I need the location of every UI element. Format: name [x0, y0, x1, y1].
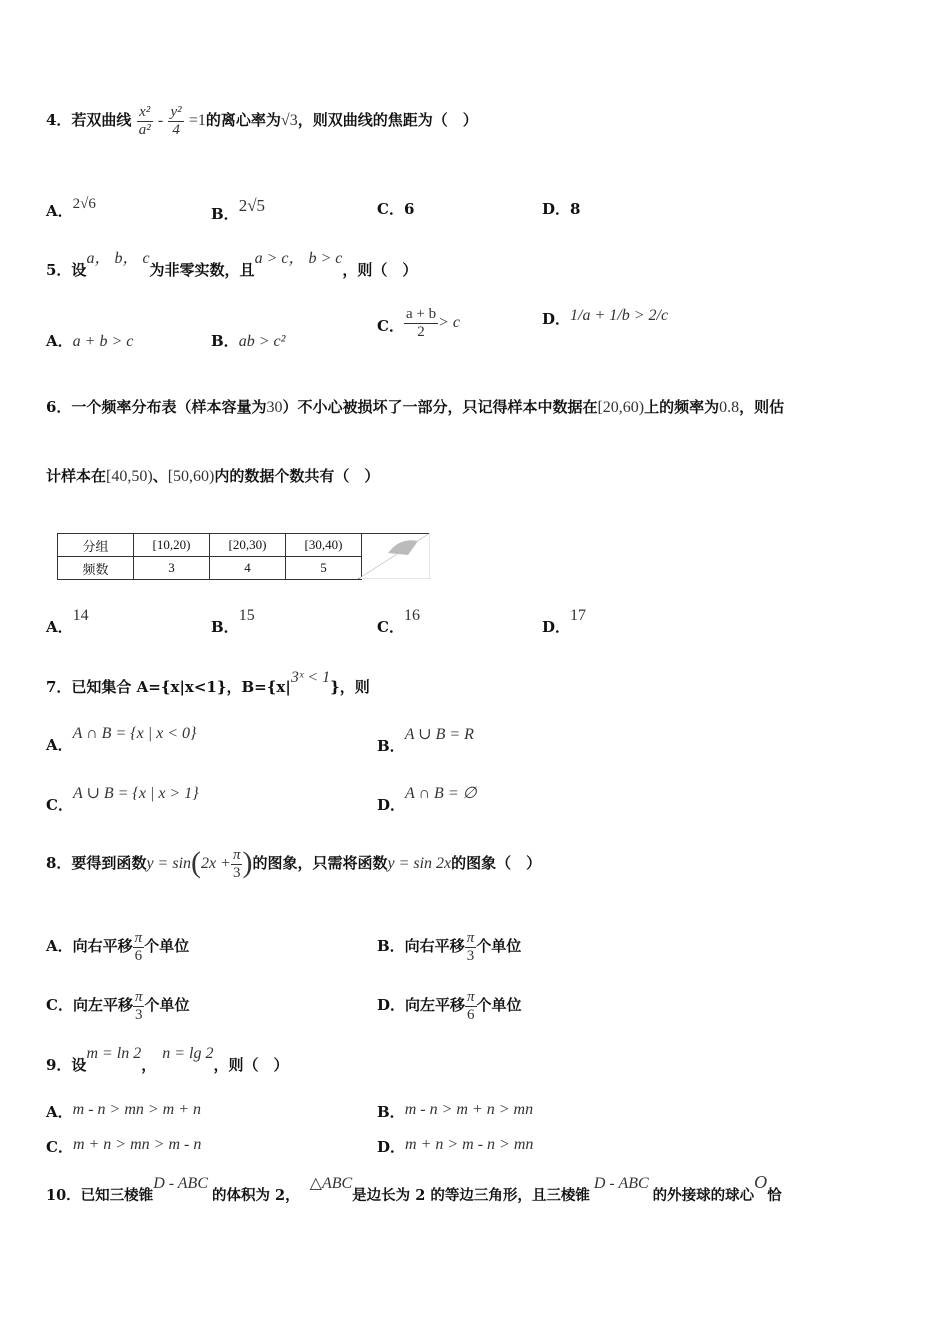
q4-stem: 4．若双曲线: [46, 111, 132, 129]
table-cell: 分组: [58, 534, 134, 557]
frequency-table: [57, 533, 362, 580]
table-cell: 5: [286, 557, 362, 580]
q7-option-a[interactable]: A．A ∩ B = {x | x < 0}: [46, 725, 197, 754]
q8-option-c[interactable]: C．向左平移 $\frac{\pi}{3}$ 个单位: [46, 989, 190, 1023]
q6-option-d[interactable]: D．17: [542, 607, 587, 636]
table-cell: [20,30): [210, 534, 286, 557]
question-10: 10．已知三棱锥D - ABC的体积为 2，△ABC是边长为 2 的等边三角形，且三棱锥D - ABC的外接球的球心O恰: [46, 1172, 782, 1204]
q5-option-d[interactable]: D．1/a + 1/b > 2/c: [542, 307, 669, 328]
q7-option-d[interactable]: D．A ∩ B = ∅: [377, 785, 477, 814]
q5-vars: a， b， c: [86, 250, 150, 267]
q5-option-a[interactable]: A．a + b > c: [46, 332, 134, 350]
table-cell: 4: [210, 557, 286, 580]
question-5: 5．设a， b， c为非零实数，且a > c， b > c，则（ ）: [46, 250, 418, 279]
question-7: 7．已知集合 A={x|x<1}，B={x|3ˣ < 1}，则: [46, 669, 370, 696]
table-cell: 频数: [58, 557, 134, 580]
q4-minus: -: [157, 112, 164, 129]
question-8: 8．要得到函数y = sin(2x + $\frac{\pi}{3}$ )的图象，只需将函数y = sin 2x的图象（ ）: [46, 846, 542, 881]
q6-option-a[interactable]: A．14: [46, 607, 89, 636]
q4-frac-left: $\frac{\text{x²}}{\text{a²}}$: [138, 104, 151, 138]
q4-frac-right: $\frac{\text{y²}}{4}$: [170, 104, 182, 138]
table-row: [58, 557, 362, 580]
torn-corner-icon: [358, 533, 430, 579]
q4-stem-after: ，则双曲线的焦距为（ ）: [297, 111, 478, 129]
q6-option-b[interactable]: B．15: [211, 607, 255, 636]
q5-option-c[interactable]: C． $\frac{a + b}{2}$ > c: [377, 306, 460, 340]
q7-option-b[interactable]: B．A ∪ B = R: [377, 726, 474, 755]
q4-option-b[interactable]: B．2√5: [211, 196, 266, 223]
table-row: [58, 534, 362, 557]
q4-eq: =1: [188, 112, 206, 129]
q5-cond: a > c， b > c: [254, 250, 343, 267]
q4-option-c[interactable]: C．6: [377, 200, 415, 218]
table-cell: [30,40): [286, 534, 362, 557]
q4-sqrt3: √3: [280, 112, 298, 129]
q9-option-c[interactable]: C．m + n > mn > m - n: [46, 1136, 202, 1156]
question-6-line1: 6．一个频率分布表（样本容量为30）不小心被损坏了一部分，只记得样本中数据在[20,60)上的频率为0.8，则估: [46, 398, 785, 416]
q8-option-b[interactable]: B．向右平移 $\frac{\pi}{3}$ 个单位: [377, 930, 522, 964]
q6-option-c[interactable]: C．16: [377, 607, 420, 636]
q5-option-b[interactable]: B．ab > c²: [211, 332, 286, 350]
question-9: 9．设m = ln 2，n = lg 2，则（ ）: [46, 1045, 289, 1074]
q7-option-c[interactable]: C．A ∪ B = {x | x > 1}: [46, 785, 199, 814]
q4-stem-mid: 的离心率为: [205, 111, 281, 129]
question-6-line2: 计样本在[40,50)、[50,60)内的数据个数共有（ ）: [46, 467, 380, 485]
q9-option-a[interactable]: A．m - n > mn > m + n: [46, 1101, 202, 1121]
table-cell: [10,20): [134, 534, 210, 557]
q8-option-a[interactable]: A．向右平移 $\frac{\pi}{6}$ 个单位: [46, 930, 190, 964]
q8-option-d[interactable]: D．向左平移 $\frac{\pi}{6}$ 个单位: [377, 989, 522, 1023]
q9-option-d[interactable]: D．m + n > m - n > mn: [377, 1136, 534, 1156]
q4-option-d[interactable]: D．8: [542, 200, 581, 218]
q4-option-a[interactable]: A．2√6: [46, 196, 96, 220]
table-cell: 3: [134, 557, 210, 580]
question-4: [46, 104, 478, 138]
q9-option-b[interactable]: B．m - n > m + n > mn: [377, 1101, 534, 1121]
